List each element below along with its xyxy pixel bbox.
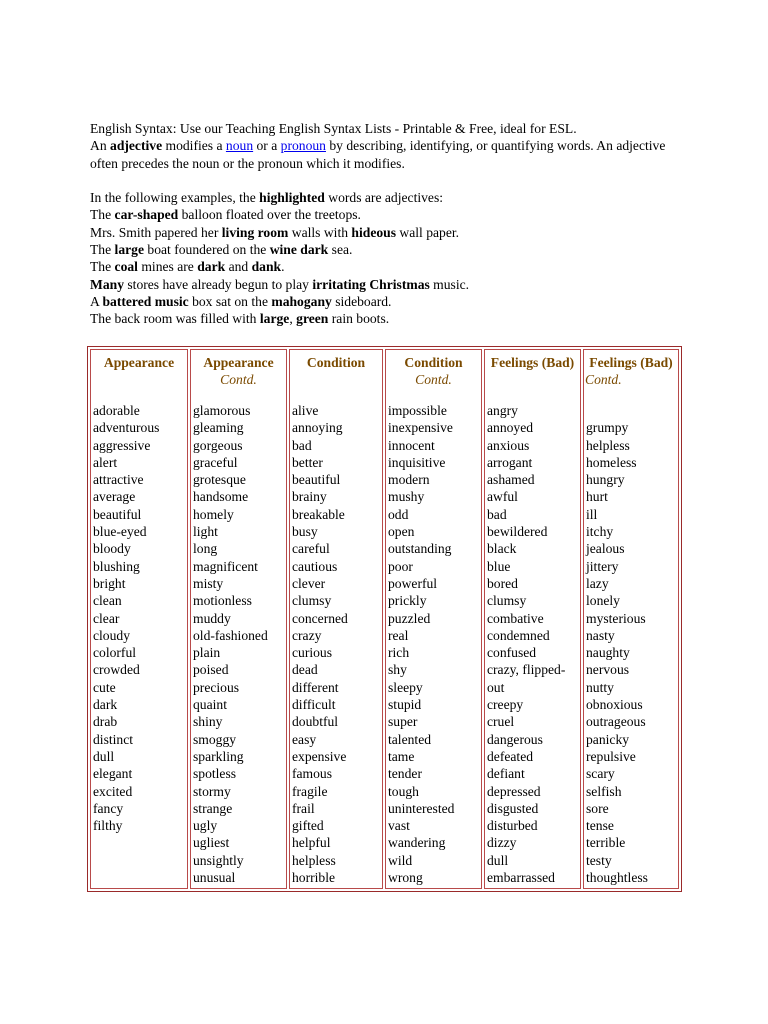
adjective-word: crazy, flipped- <box>487 662 566 678</box>
adjective-word: confused <box>487 645 537 661</box>
column-header <box>91 350 187 402</box>
adjective-word: ashamed <box>487 472 535 488</box>
adjective-word: easy <box>292 731 317 747</box>
text-span: , <box>289 311 297 327</box>
highlighted-adjective: wine dark <box>269 242 329 258</box>
adjective-word: obnoxious <box>586 697 643 713</box>
adjective-word: annoyed <box>487 420 534 436</box>
column-header <box>191 350 286 402</box>
adjective-word: out <box>487 679 505 695</box>
adjective-word: outstanding <box>388 541 452 557</box>
example-sentence-1 <box>90 206 680 223</box>
table-column <box>289 349 383 889</box>
adjective-word: cloudy <box>93 627 130 643</box>
adjective-word: bad <box>487 506 507 522</box>
adjective-word: alert <box>93 454 118 470</box>
adjective-word: breakable <box>292 506 345 522</box>
adjective-word: beautiful <box>292 472 341 488</box>
column-contd-label: Contd. <box>220 372 257 388</box>
text-span: and <box>225 259 252 275</box>
adjective-word: repulsive <box>586 748 636 764</box>
adjective-word: precious <box>193 679 240 695</box>
column-contd-label: Contd. <box>415 372 452 388</box>
word-list <box>191 402 286 886</box>
adjective-word: blushing <box>93 558 140 574</box>
adjective-word: fancy <box>93 800 124 816</box>
adjective-word: nutty <box>586 679 614 695</box>
text-span: stores have already begun to play <box>123 276 313 292</box>
adjective-word: inquisitive <box>388 454 446 470</box>
adjective-word: puzzled <box>388 610 431 626</box>
adjective-word: annoying <box>292 420 343 436</box>
text-span: walls with <box>288 224 352 240</box>
intro-title-line: English Syntax: Use our Teaching English Syntax Lists - Printable & Free, ideal for ESL. <box>90 121 577 136</box>
text-span: The back room was filled with <box>90 311 260 327</box>
adjective-word: itchy <box>586 524 614 540</box>
adjective-word: misty <box>193 575 224 591</box>
example-sentence-3 <box>90 241 680 258</box>
text-span: sea. <box>328 242 353 258</box>
column-title: Condition <box>306 355 366 370</box>
adjective-word: careful <box>292 541 330 557</box>
highlighted-adjective: Many <box>90 276 124 292</box>
adjective-word: selfish <box>586 783 622 799</box>
adjective-word: alive <box>292 403 319 418</box>
highlighted-adjective: battered music <box>102 293 189 309</box>
adjective-word: bad <box>292 437 312 453</box>
adjective-word: old-fashioned <box>193 627 268 643</box>
adjective-word: terrible <box>586 835 626 851</box>
adjective-word: concerned <box>292 610 348 626</box>
adjective-word: sore <box>586 800 609 816</box>
adjective-word: brainy <box>292 489 327 505</box>
table-column <box>190 349 287 889</box>
adjective-word: adventurous <box>93 420 160 436</box>
adjective-word <box>586 402 678 419</box>
adjective-word: homeless <box>586 454 637 470</box>
adjective-word: crowded <box>93 662 140 678</box>
text-span: wall paper. <box>396 224 460 240</box>
highlighted-adjective: large <box>259 311 290 327</box>
text-span: Mrs. Smith papered her <box>90 224 222 240</box>
adjective-word: prickly <box>388 593 427 609</box>
adjective-word: uninterested <box>388 800 455 816</box>
adjective-word: bewildered <box>487 524 548 540</box>
adjective-word: dull <box>487 852 509 868</box>
adjective-word: ill <box>586 506 598 522</box>
example-sentence-2 <box>90 224 680 241</box>
adjective-word: powerful <box>388 575 438 591</box>
adjective-word: anxious <box>487 437 530 453</box>
text-span: The <box>90 207 115 223</box>
adjective-word: scary <box>586 766 615 782</box>
word-list <box>290 402 382 886</box>
highlighted-adjective: car-shaped <box>114 207 179 223</box>
adjective-word: impossible <box>388 403 447 418</box>
adjective-word: super <box>388 714 418 730</box>
column-contd-label: Contd. <box>585 372 622 388</box>
adjective-word: open <box>388 524 415 540</box>
adjective-word: helpful <box>292 835 331 851</box>
adjective-word: bloody <box>93 541 131 557</box>
text-span: modifies a <box>162 138 226 154</box>
adjective-word: better <box>292 454 323 470</box>
adjective-word: creepy <box>487 697 524 713</box>
adjective-word: outrageous <box>586 714 646 730</box>
adjective-word: stupid <box>388 697 422 713</box>
adjective-word: lazy <box>586 575 609 591</box>
highlighted-term: highlighted <box>259 190 325 206</box>
adjective-word: glamorous <box>193 403 251 418</box>
text-span: An <box>90 138 111 154</box>
adjective-word: bright <box>93 575 126 591</box>
adjective-word: average <box>93 489 136 505</box>
word-list <box>91 402 187 834</box>
adjective-word: defeated <box>487 748 534 764</box>
column-header <box>290 350 382 402</box>
example-sentence-6 <box>90 293 680 310</box>
word-list <box>386 402 481 886</box>
text-span: by describing, identifying, or quantifying words. An adjective often precedes the noun or the pronoun which it modifies. <box>90 138 666 171</box>
adjective-word: angry <box>487 403 518 418</box>
column-title: Feelings (Bad) <box>490 355 575 370</box>
adjective-word: tough <box>388 783 419 799</box>
adjective-word: shy <box>388 662 407 678</box>
adjective-word: dangerous <box>487 731 543 747</box>
adjective-word: gifted <box>292 818 324 834</box>
adjective-word: sparkling <box>193 748 244 764</box>
column-header <box>584 350 678 402</box>
adjective-word: wrong <box>388 870 423 886</box>
adjective-word: rich <box>388 645 410 661</box>
text-span: boat foundered on the <box>144 242 270 258</box>
example-sentence-7 <box>90 310 680 327</box>
adjective-word: busy <box>292 524 318 540</box>
adjective-word: mushy <box>388 489 425 505</box>
column-header <box>485 350 580 402</box>
adjective-word: ugliest <box>193 835 230 851</box>
adjective-word: handsome <box>193 489 249 505</box>
adjective-word: elegant <box>93 766 133 782</box>
column-title: Condition <box>404 355 463 370</box>
adjective-word: gleaming <box>193 420 244 436</box>
text-span: music. <box>429 276 470 292</box>
adjective-word: wild <box>388 852 413 868</box>
adjective-word: tender <box>388 766 422 782</box>
adjective-word: poised <box>193 662 229 678</box>
adjective-word: clever <box>292 575 326 591</box>
adjective-word: spotless <box>193 766 237 782</box>
adjective-word: naughty <box>586 645 630 661</box>
adjective-word: disturbed <box>487 818 538 834</box>
adjective-word: awful <box>487 489 518 505</box>
column-title: Appearance <box>103 355 175 370</box>
adjective-word: panicky <box>586 731 630 747</box>
adjective-word: distinct <box>93 731 134 747</box>
adjective-word: different <box>292 679 339 695</box>
highlighted-adjective: dark <box>197 259 226 275</box>
adjective-word: dark <box>93 697 118 713</box>
word-list <box>584 402 678 886</box>
adjective-word: adorable <box>93 403 140 418</box>
text-span: or a <box>253 138 281 154</box>
adjective-word: unusual <box>193 870 236 886</box>
adjective-word: attractive <box>93 472 144 488</box>
column-title: Appearance <box>203 355 274 370</box>
example-sentence-5 <box>90 276 680 293</box>
text-span: sideboard. <box>331 293 392 309</box>
adjective-word: inexpensive <box>388 420 453 436</box>
table-column <box>583 349 679 889</box>
adjective-word: defiant <box>487 766 525 782</box>
adjective-word: smoggy <box>193 731 237 747</box>
adjective-word: grotesque <box>193 472 246 488</box>
highlighted-adjective: mahogany <box>271 293 332 309</box>
adjective-word: hungry <box>586 472 625 488</box>
adjective-word: long <box>193 541 218 557</box>
adjective-word: jittery <box>586 558 619 574</box>
adjective-word: blue <box>487 558 511 574</box>
adjective-word: mysterious <box>586 610 646 626</box>
adjective-word: thoughtless <box>586 870 648 886</box>
adjective-word: tame <box>388 748 415 764</box>
highlighted-adjective: coal <box>114 259 138 275</box>
highlighted-adjective: large <box>114 242 144 258</box>
adjective-term: adjective <box>110 138 163 154</box>
adjective-word: vast <box>388 818 410 834</box>
text-span: rain boots. <box>328 311 390 327</box>
text-span: balloon floated over the treetops. <box>178 207 361 223</box>
adjective-word: muddy <box>193 610 231 626</box>
adjective-word: famous <box>292 766 333 782</box>
adjective-word: wandering <box>388 835 446 851</box>
adjective-word: depressed <box>487 783 541 799</box>
text-span: mines are <box>137 259 198 275</box>
adjective-word: dead <box>292 662 318 678</box>
adjective-word: tense <box>586 818 614 834</box>
adjective-word: colorful <box>93 645 137 661</box>
text-span: The <box>90 242 115 258</box>
adjective-word: clear <box>93 610 120 626</box>
adjective-word: cautious <box>292 558 338 574</box>
adjective-word: unsightly <box>193 852 244 868</box>
adjective-word: modern <box>388 472 430 488</box>
adjective-word: dull <box>93 748 115 764</box>
text-span: words are adjectives: <box>324 190 444 206</box>
table-column <box>484 349 581 889</box>
adjective-word: jealous <box>586 541 625 557</box>
adjective-word: odd <box>388 506 409 522</box>
adjective-word: disgusted <box>487 800 539 816</box>
adjective-word: blue-eyed <box>93 524 147 540</box>
adjective-word: crazy <box>292 627 322 643</box>
text-span: In the following examples, the <box>90 190 260 206</box>
adjective-word: aggressive <box>93 437 151 453</box>
adjective-word: cute <box>93 679 116 695</box>
adjective-word: sleepy <box>388 679 423 695</box>
adjective-word: doubtful <box>292 714 339 730</box>
adjective-word: nasty <box>586 627 615 643</box>
adjective-word: clean <box>93 593 122 609</box>
text-span: . <box>281 259 285 275</box>
adjective-word: cruel <box>487 714 515 730</box>
adjective-word: helpless <box>292 852 336 868</box>
adjective-word: combative <box>487 610 544 626</box>
adjective-word: hurt <box>586 489 608 505</box>
adjective-word: curious <box>292 645 333 661</box>
table-column <box>90 349 188 889</box>
intro-text <box>90 120 680 328</box>
adjective-word: expensive <box>292 748 347 764</box>
adjective-word: excited <box>93 783 133 799</box>
adjective-word: gorgeous <box>193 437 243 453</box>
adjective-word: real <box>388 627 409 643</box>
column-title: Feelings (Bad) <box>589 355 673 370</box>
adjective-word: grumpy <box>586 420 629 436</box>
adjective-word: poor <box>388 558 413 574</box>
adjective-word: strange <box>193 800 233 816</box>
adjective-word: stormy <box>193 783 231 799</box>
adjective-word: beautiful <box>93 506 142 522</box>
highlighted-adjective: dank <box>251 259 282 275</box>
adjective-word: quaint <box>193 697 227 713</box>
adjective-word: helpless <box>586 437 630 453</box>
adjective-word: bored <box>487 575 518 591</box>
noun-link[interactable]: noun <box>225 138 254 154</box>
adjective-word: graceful <box>193 454 238 470</box>
highlighted-adjective: living room <box>221 224 289 240</box>
adjective-table-columns <box>90 349 679 889</box>
adjective-word: testy <box>586 852 612 868</box>
adjective-word: arrogant <box>487 454 533 470</box>
adjective-word: clumsy <box>487 593 527 609</box>
column-header <box>386 350 481 402</box>
adjective-word: shiny <box>193 714 223 730</box>
examples-intro <box>90 189 680 206</box>
adjective-word: horrible <box>292 870 336 886</box>
highlighted-adjective: green <box>296 311 329 327</box>
adjective-word: lonely <box>586 593 620 609</box>
adjective-word: embarrassed <box>487 870 555 886</box>
highlighted-adjective: hideous <box>351 224 396 240</box>
adjective-word: talented <box>388 731 432 747</box>
adjective-word: condemned <box>487 627 550 643</box>
adjective-word: ugly <box>193 818 218 834</box>
adjective-word: difficult <box>292 697 336 713</box>
adjective-word: magnificent <box>193 558 258 574</box>
word-list <box>485 402 580 886</box>
adjective-word: frail <box>292 800 315 816</box>
example-sentence-4 <box>90 258 680 275</box>
adjective-word: light <box>193 524 218 540</box>
text-span: A <box>90 293 103 309</box>
adjective-word: nervous <box>586 662 630 678</box>
spacer <box>90 172 680 189</box>
adjective-word: homely <box>193 506 234 522</box>
table-column <box>385 349 482 889</box>
adjective-word: fragile <box>292 783 328 799</box>
adjective-word: motionless <box>193 593 252 609</box>
pronoun-link[interactable]: pronoun <box>280 138 326 154</box>
highlighted-adjective: irritating Christmas <box>312 276 430 292</box>
adjective-word: innocent <box>388 437 435 453</box>
adjective-definition <box>90 137 680 172</box>
adjective-word: clumsy <box>292 593 332 609</box>
adjective-word: plain <box>193 645 221 661</box>
adjective-word: black <box>487 541 517 557</box>
text-span: The <box>90 259 115 275</box>
adjective-table <box>87 346 682 892</box>
adjective-word: dizzy <box>487 835 517 851</box>
adjective-word: filthy <box>93 818 123 834</box>
adjective-word: drab <box>93 714 118 730</box>
text-span: box sat on the <box>188 293 272 309</box>
